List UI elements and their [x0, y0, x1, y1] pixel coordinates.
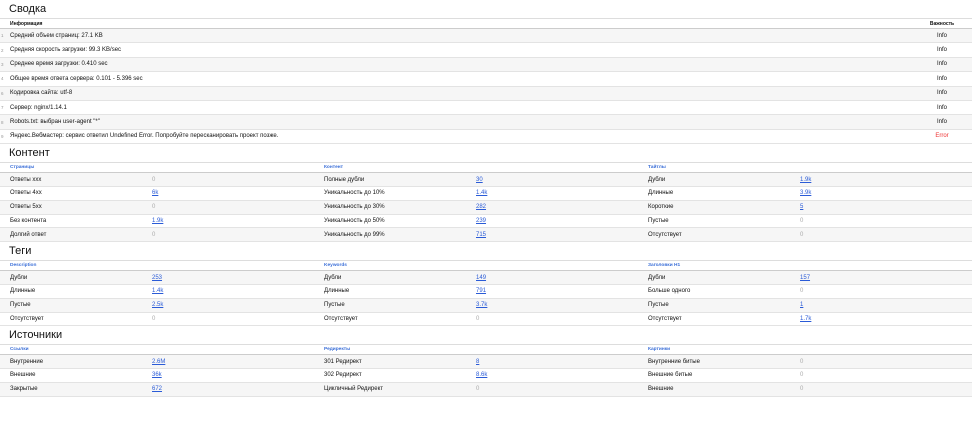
section-column-header: Тайтлы	[638, 163, 972, 173]
metric-label: 302 Редирект	[314, 369, 476, 383]
metric-value: 0	[152, 231, 156, 238]
summary-title: Сводка	[9, 3, 47, 15]
summary-info-header: Информация	[10, 19, 912, 29]
summary-row	[0, 72, 972, 86]
summary-row	[0, 86, 972, 100]
metric-value-link[interactable]: 157	[800, 274, 811, 281]
section-column-header: Ссылки	[0, 345, 314, 355]
section-column-header: Заголовки H1	[638, 261, 972, 271]
metric-label: Отсутствует	[0, 312, 152, 326]
summary-row-severity: Info	[912, 115, 972, 129]
section-title: Теги	[9, 245, 32, 258]
metric-value-link[interactable]: 6k	[152, 190, 159, 197]
metric-value-link[interactable]: 2.6M	[152, 358, 166, 365]
section-table	[0, 344, 972, 396]
section-title: Контент	[9, 147, 50, 160]
summary-row-text: Средняя скорость загрузки: 99.3 KB/sec	[10, 43, 912, 57]
metric-label: Закрытые	[0, 382, 152, 396]
metric-label: Ответы xxx	[0, 173, 152, 187]
metric-value-link[interactable]: 1.4k	[152, 288, 164, 295]
metric-label: Отсутствует	[638, 312, 800, 326]
section-title: Источники	[9, 329, 63, 342]
section-table	[0, 162, 972, 242]
metric-value-link[interactable]: 2.5k	[152, 302, 164, 309]
summary-table	[0, 18, 972, 144]
metric-label: Длинные	[0, 284, 152, 298]
summary-row-number: 7	[0, 100, 10, 114]
metric-label: Долгий ответ	[0, 228, 152, 242]
metric-label: Ответы 4xx	[0, 186, 152, 200]
metric-value-link[interactable]: 8	[476, 358, 480, 365]
metric-label: Дубли	[0, 271, 152, 285]
summary-row-text: Средний объем страниц: 27.1 KB	[10, 29, 912, 43]
metric-value: 0	[476, 386, 480, 393]
summary-row-number: 1	[0, 29, 10, 43]
metric-value-link[interactable]: 5	[800, 204, 804, 211]
metric-label: Внутренние битые	[638, 355, 800, 369]
metric-value: 0	[800, 231, 804, 238]
summary-row-number: 2	[0, 43, 10, 57]
metric-label: Отсутствует	[638, 228, 800, 242]
summary-num-header	[0, 19, 10, 29]
table-row	[0, 173, 972, 187]
metric-value: 0	[152, 176, 156, 183]
metric-value: 0	[152, 204, 156, 211]
metric-value-link[interactable]: 1.7k	[800, 315, 812, 322]
summary-row	[0, 43, 972, 57]
metric-value-link[interactable]: 253	[152, 274, 163, 281]
summary-row-number: 9	[0, 129, 10, 143]
metric-label: Пустые	[314, 298, 476, 312]
metric-value-link[interactable]: 282	[476, 204, 487, 211]
section-column-header: Контент	[314, 163, 638, 173]
metric-label: Пустые	[638, 298, 800, 312]
summary-row-text: Сервер: nginx/1.14.1	[10, 100, 912, 114]
table-row	[0, 369, 972, 383]
section-table	[0, 260, 972, 326]
metric-label: Пустые	[0, 298, 152, 312]
metric-label: Короткие	[638, 200, 800, 214]
metric-value-link[interactable]: 1.4k	[476, 190, 488, 197]
metric-value-link[interactable]: 1.9k	[152, 217, 164, 224]
summary-row-severity: Info	[912, 72, 972, 86]
metric-label: Внешние	[638, 382, 800, 396]
summary-severity-header: Важность	[912, 19, 972, 29]
table-row	[0, 186, 972, 200]
summary-row-number: 6	[0, 86, 10, 100]
metric-value-link[interactable]: 8.6k	[476, 372, 488, 379]
summary-row	[0, 57, 972, 71]
section-column-header: Keywords	[314, 261, 638, 271]
section-column-header: Картинки	[638, 345, 972, 355]
table-row	[0, 382, 972, 396]
table-row	[0, 228, 972, 242]
metric-label: Дубли	[638, 271, 800, 285]
metric-label: Внутренние	[0, 355, 152, 369]
table-row	[0, 200, 972, 214]
metric-value-link[interactable]: 149	[476, 274, 487, 281]
summary-row-severity: Info	[912, 57, 972, 71]
summary-row	[0, 29, 972, 43]
metric-label: Длинные	[638, 186, 800, 200]
summary-row-text: Яндекс.Вебмастер: сервис ответил Undefined Error. Попробуйте пересканировать проект позже.	[10, 129, 912, 143]
metric-label: Больше одного	[638, 284, 800, 298]
metric-label: Уникальность до 10%	[314, 186, 476, 200]
metric-value: 0	[800, 288, 804, 295]
summary-row-severity: Error	[912, 129, 972, 143]
metric-label: Ответы 5xx	[0, 200, 152, 214]
table-row	[0, 298, 972, 312]
summary-row-text: Общее время ответа сервера: 0.101 - 5.396 sec	[10, 72, 912, 86]
metric-label: Уникальность до 99%	[314, 228, 476, 242]
summary-row-text: Кодировка сайта: utf-8	[10, 86, 912, 100]
metric-label: Без контента	[0, 214, 152, 228]
metric-value-link[interactable]: 36k	[152, 372, 162, 379]
metric-value-link[interactable]: 3.9k	[800, 190, 812, 197]
summary-row-text: Robots.txt: выбран user-agent "*"	[10, 115, 912, 129]
metric-label: Цикличный Редирект	[314, 382, 476, 396]
metric-label: Внешние битые	[638, 369, 800, 383]
metric-value: 0	[800, 358, 804, 365]
section-column-header: Страницы	[0, 163, 314, 173]
table-row	[0, 214, 972, 228]
metric-label: Дубли	[638, 173, 800, 187]
summary-row-severity: Info	[912, 29, 972, 43]
metric-value: 0	[800, 386, 804, 393]
summary-row-number: 8	[0, 115, 10, 129]
metric-value-link[interactable]: 1	[800, 302, 804, 309]
metric-label: Отсутствует	[314, 312, 476, 326]
metric-label: 301 Редирект	[314, 355, 476, 369]
summary-row-severity: Info	[912, 43, 972, 57]
metric-value-link[interactable]: 791	[476, 288, 487, 295]
summary-row-number: 4	[0, 72, 10, 86]
metric-value-link[interactable]: 1.9k	[800, 176, 812, 183]
table-row	[0, 355, 972, 369]
table-row	[0, 284, 972, 298]
metric-label: Уникальность до 50%	[314, 214, 476, 228]
metric-label: Длинные	[314, 284, 476, 298]
metric-value-link[interactable]: 672	[152, 386, 163, 393]
section-column-header: Description	[0, 261, 314, 271]
table-row	[0, 271, 972, 285]
table-row	[0, 312, 972, 326]
metric-label: Внешние	[0, 369, 152, 383]
summary-row	[0, 100, 972, 114]
summary-row	[0, 129, 972, 143]
summary-row-severity: Info	[912, 100, 972, 114]
summary-row-number: 3	[0, 57, 10, 71]
metric-value-link[interactable]: 715	[476, 231, 487, 238]
metric-label: Дубли	[314, 271, 476, 285]
metric-label: Уникальность до 30%	[314, 200, 476, 214]
metric-label: Пустые	[638, 214, 800, 228]
metric-value: 0	[800, 217, 804, 224]
summary-row	[0, 115, 972, 129]
metric-value: 0	[476, 315, 480, 322]
metric-value: 0	[800, 372, 804, 379]
metric-label: Полные дубли	[314, 173, 476, 187]
metric-value-link[interactable]: 3.7k	[476, 302, 488, 309]
metric-value: 0	[152, 315, 156, 322]
metric-value-link[interactable]: 239	[476, 217, 487, 224]
metric-value-link[interactable]: 30	[476, 176, 483, 183]
section-column-header: Редиректы	[314, 345, 638, 355]
summary-row-severity: Info	[912, 86, 972, 100]
summary-row-text: Среднее время загрузки: 0.410 sec	[10, 57, 912, 71]
